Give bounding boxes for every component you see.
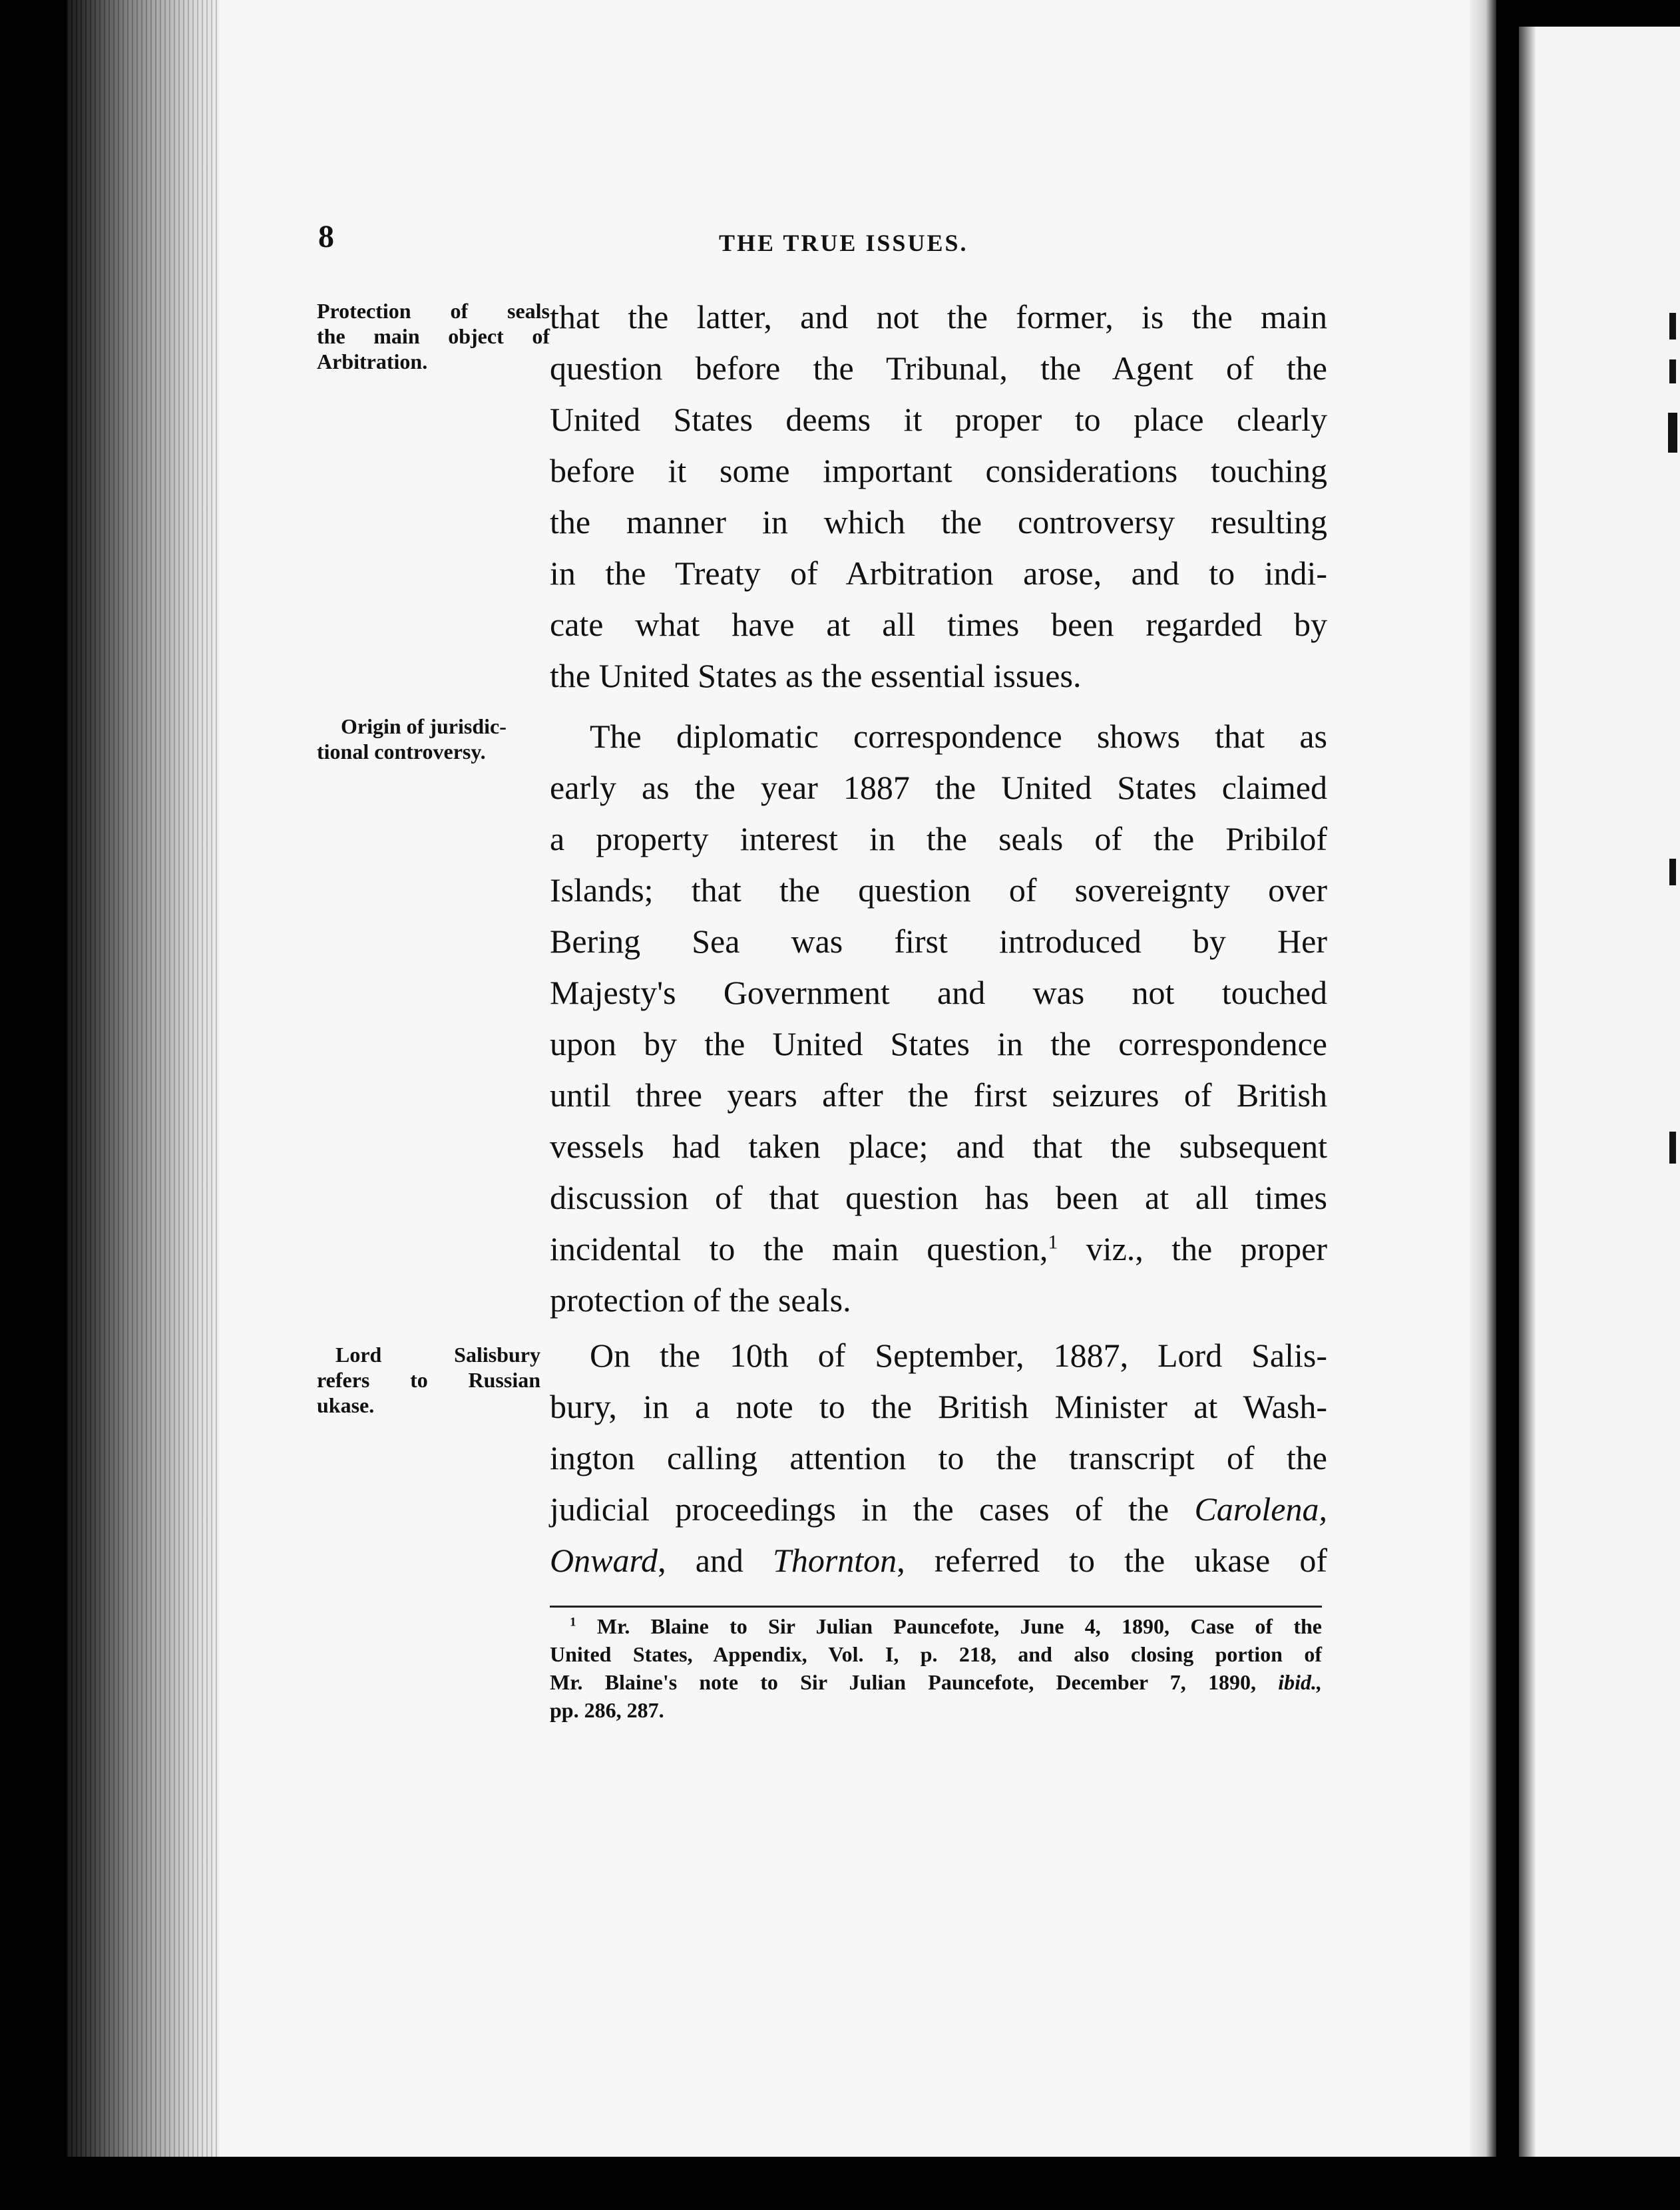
text-line: The diplomatic correspondence shows that as [590, 718, 1327, 755]
footnote-line [550, 1668, 1322, 1696]
footnote-marker: 1 [570, 1615, 576, 1630]
page-edges [67, 0, 220, 2157]
footnote-marker: 1 [1048, 1231, 1058, 1253]
text-line: before it some important considerations touching [550, 452, 1327, 489]
text-line: upon by the United States in the correspondence [550, 1025, 1327, 1062]
text-line: Islands; that the question of sovereignty over [550, 871, 1327, 909]
text-line: cate what have at all times been regarded by [550, 606, 1327, 643]
footnote-line [550, 1612, 1322, 1640]
text-fragment: , and [658, 1542, 773, 1579]
margin-note-line: ukase. [317, 1393, 375, 1417]
text-fragment: judicial proceedings in the cases of the [550, 1490, 1195, 1528]
text-fragment: viz., the proper [1058, 1230, 1327, 1267]
margin-note-line: the main object of [317, 324, 550, 348]
running-head: THE TRUE ISSUES. [719, 230, 968, 256]
text-line: vessels had taken place; and that the subsequent [550, 1128, 1327, 1165]
text-line: discussion of that question has been at all times [550, 1179, 1327, 1216]
margin-note-line: tional controversy. [317, 740, 486, 764]
footnote-ibid: ibid., [1278, 1670, 1322, 1694]
paragraph-2 [550, 711, 1327, 1326]
footnote-fragment: Mr. Blaine to Sir Julian Pauncefote, June 4, 1890, Case of the [596, 1614, 1323, 1638]
text-line: early as the year 1887 the United States claimed [550, 769, 1327, 806]
text-line: Bering Sea was first introduced by Her [550, 923, 1327, 960]
text-line: protection of the seals. [550, 1281, 851, 1319]
margin-note-line: Origin of jurisdic- [341, 714, 507, 738]
text-line-with-ship-name [550, 1484, 1327, 1535]
facing-page-mark [1669, 1132, 1676, 1164]
margin-note-protection-of-seals [317, 298, 550, 374]
margin-note-lord-salisbury [317, 1342, 540, 1418]
text-line-with-footnote [550, 1223, 1327, 1275]
margin-note-line: Protection of seals [317, 299, 550, 323]
text-line: United States deems it proper to place clearly [550, 401, 1327, 438]
facing-page-shadow [1519, 27, 1536, 2157]
page-fold-edge [1470, 0, 1496, 2157]
text-line: a property interest in the seals of the Pribilof [550, 820, 1327, 857]
text-line: the manner in which the controversy resulting [550, 503, 1327, 541]
paragraph-3 [550, 1330, 1327, 1586]
footnote-line: pp. 286, 287. [550, 1698, 664, 1722]
margin-note-line: Arbitration. [317, 349, 428, 373]
text-line: question before the Tribunal, the Agent of the [550, 349, 1327, 387]
page-number: 8 [318, 219, 334, 254]
text-line: the United States as the essential issues. [550, 657, 1082, 694]
margin-note-line: refers to Russian [317, 1368, 540, 1392]
facing-page-mark [1669, 859, 1676, 885]
footnote-rule [550, 1606, 1322, 1608]
ship-name-thornton: Thornton [773, 1542, 897, 1579]
facing-page [1519, 27, 1680, 2157]
text-line: bury, in a note to the British Minister at Wash- [550, 1388, 1327, 1425]
text-line: On the 10th of September, 1887, Lord Salis- [590, 1337, 1327, 1374]
text-line: in the Treaty of Arbitration arose, and to indi- [550, 554, 1327, 592]
text-line: until three years after the first seizures of British [550, 1076, 1327, 1114]
text-line: ington calling attention to the transcript of the [550, 1439, 1327, 1476]
facing-page-mark [1669, 313, 1676, 339]
paragraph-1 [550, 292, 1327, 702]
facing-page-mark [1669, 359, 1676, 383]
footnote [550, 1612, 1322, 1724]
ship-name-carolena: Carolena, [1194, 1490, 1327, 1528]
text-line: Majesty's Government and was not touched [550, 974, 1327, 1011]
footnote-fragment: Mr. Blaine's note to Sir Julian Pauncefote, December 7, 1890, [550, 1670, 1279, 1694]
footnote-line: United States, Appendix, Vol. I, p. 218, and also closing portion of [550, 1642, 1322, 1666]
ship-name-onward: Onward [550, 1542, 658, 1579]
text-line-with-ship-names [550, 1535, 1327, 1586]
text-fragment: , referred to the ukase of [897, 1542, 1327, 1579]
margin-note-origin-of-controversy [317, 714, 536, 764]
facing-page-mark [1668, 413, 1677, 453]
text-fragment: incidental to the main question, [550, 1230, 1048, 1267]
margin-note-line: Lord Salisbury [335, 1343, 540, 1367]
text-line: that the latter, and not the former, is the main [550, 298, 1327, 335]
